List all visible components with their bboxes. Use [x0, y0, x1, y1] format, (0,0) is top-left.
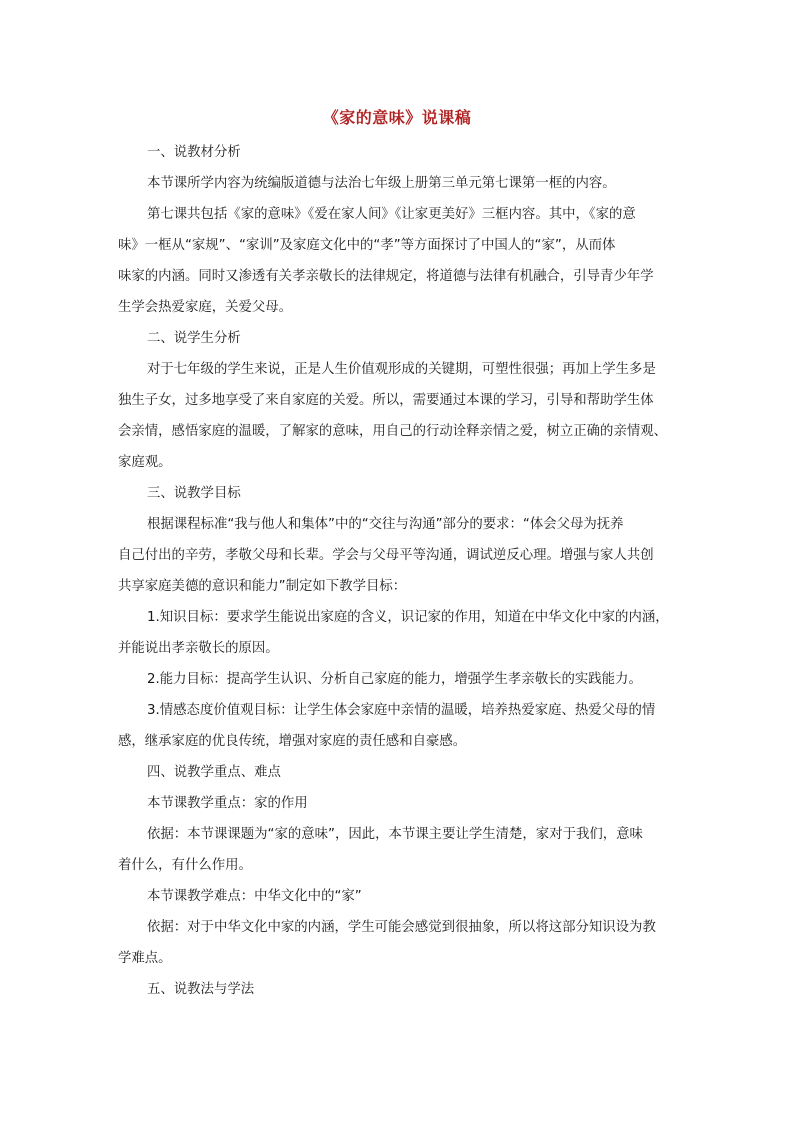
- paragraph-line: 会亲情，感悟家庭的温暖，了解家的意味，用自己的行动诠释亲情之爱，树立正确的亲情观、: [118, 424, 668, 439]
- paragraph-line: 依据：对于中华文化中家的内涵，学生可能会感觉到很抽象，所以将这部分知识设为教: [147, 920, 656, 935]
- paragraph-line: 本节课所学内容为统编版道德与法治七年级上册第三单元第七课第一框的内容。: [147, 176, 616, 191]
- paragraph-line: 着什么，有什么作用。: [118, 858, 252, 873]
- paragraph-line: 本节课教学重点：家的作用: [147, 796, 308, 811]
- paragraph-line: 味家的内涵。同时又渗透有关孝亲敬长的法律规定，将道德与法律有机融合，引导青少年学: [118, 269, 654, 284]
- paragraph-line: 对于七年级的学生来说，正是人生价值观形成的关键期，可塑性很强；再加上学生多是: [147, 362, 656, 377]
- paragraph-line: 学难点。: [118, 951, 172, 966]
- paragraph-line: 并能说出孝亲敬长的原因。: [118, 641, 279, 656]
- section-heading: 五、说教法与学法: [147, 982, 255, 997]
- paragraph-line: 共享家庭美德的意识和能力”制定如下教学目标：: [118, 579, 407, 594]
- paragraph-line: 家庭观。: [118, 455, 172, 470]
- paragraph-line: 感，继承家庭的优良传统，增强对家庭的责任感和自豪感。: [118, 734, 467, 749]
- paragraph-line: 依据：本节课课题为“家的意味”，因此，本节课主要让学生清楚，家对于我们，意味: [147, 827, 643, 842]
- section-heading: 四、说教学重点、难点: [147, 765, 281, 780]
- document-title: 《家的意味》说课稿: [322, 108, 472, 127]
- paragraph-line: 根据课程标准“我与他人和集体”中的“交往与沟通”部分的要求：“体会父母为抚养: [147, 517, 624, 532]
- paragraph-line: 第七课共包括《家的意味》《爱在家人间》《让家更美好》三框内容。其中，《家的意: [147, 207, 636, 222]
- section-heading: 二、说学生分析: [147, 331, 241, 346]
- paragraph-line: 生学会热爱家庭，关爱父母。: [118, 300, 293, 315]
- section-heading: 三、说教学目标: [147, 486, 241, 501]
- paragraph-line: 1.知识目标：要求学生能说出家庭的含义，识记家的作用，知道在中华文化中家的内涵，: [147, 610, 669, 625]
- paragraph-line: 自己付出的辛劳，孝敬父母和长辈。学会与父母平等沟通，调试逆反心理。增强与家人共创: [118, 548, 654, 563]
- paragraph-line: 2.能力目标：提高学生认识、分析自己家庭的能力，增强学生孝亲敬长的实践能力。: [147, 672, 642, 687]
- paragraph-line: 3.情感态度价值观目标：让学生体会家庭中亲情的温暖，培养热爱家庭、热爱父母的情: [147, 703, 656, 718]
- paragraph-line: 独生子女，过多地享受了来自家庭的关爱。所以，需要通过本课的学习，引导和帮助学生体: [118, 393, 654, 408]
- section-heading: 一、说教材分析: [147, 145, 241, 160]
- paragraph-line: 本节课教学难点：中华文化中的“家”: [147, 889, 362, 904]
- paragraph-line: 味》一框从“家规”、“家训”及家庭文化中的“孝”等方面探讨了中国人的“家”，从而体: [118, 238, 616, 253]
